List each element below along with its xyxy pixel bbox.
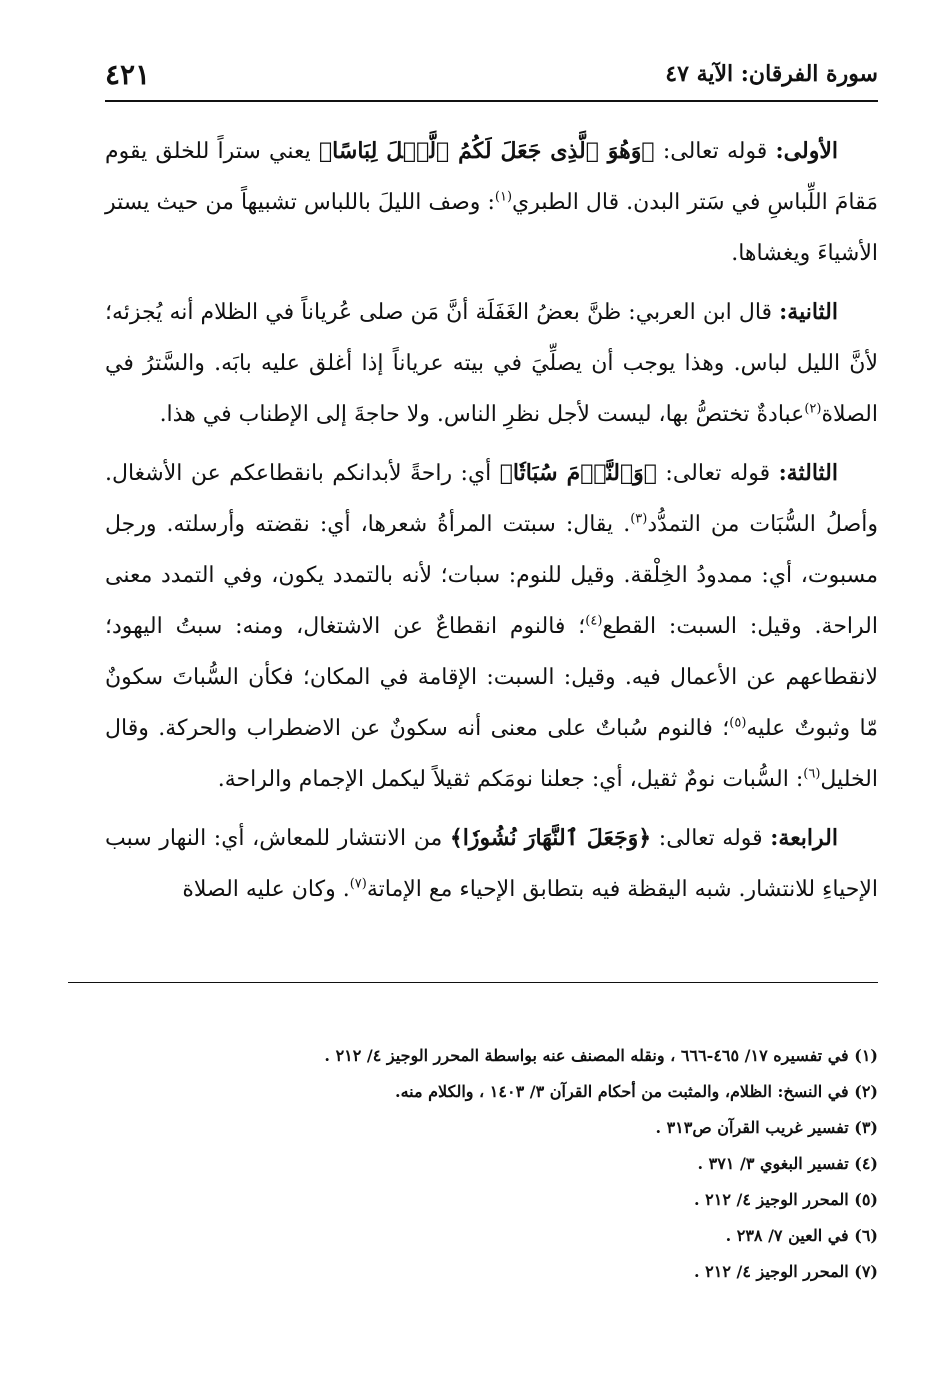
running-header (105, 52, 878, 96)
paragraph-text: قوله تعالى: (657, 461, 779, 486)
paragraph-text: . يقال: سبتت المرأةُ شعرها، أي: نقضته وأرسلته. ورجل مسبوت، أي: ممدودُ الخِلْقة. وقيل للنوم: سبات؛ لأنه بالتمدد يكون، وفي التمدد معنى الراحة. وقيل: السبت: القطع (105, 512, 878, 639)
footnote-ref[interactable]: (٢) (804, 401, 822, 417)
footnote-item: (٧) المحرر الوجيز ٤/ ٢١٢ . (694, 1262, 878, 1281)
paragraph-first (105, 126, 878, 279)
paragraph-text: عبادةٌ تختصُّ بها، ليست لأجل نظرِ الناس. ولا حاجةَ إلى الإطناب في هذا. (159, 402, 805, 427)
header-divider (105, 100, 878, 102)
paragraph-lead: الرابعة: (770, 825, 838, 851)
surah-title: سورة الفرقان: الآية ٤٧ (665, 61, 878, 87)
paragraph-second (105, 287, 878, 440)
footnote-ref[interactable]: (٥) (729, 715, 747, 731)
page-number: ٤٢١ (105, 57, 151, 91)
paragraph-text: : السُّبات نومٌ ثقيل، أي: جعلنا نومَكم ثقيلاً ليكمل الإجمام والراحة. (217, 767, 804, 792)
paragraph-text: قوله تعالى: (654, 139, 776, 164)
paragraph-text: : وصف الليلَ باللباس تشبيهاً من حيث يستر الأشياءَ ويغشاها. (105, 190, 878, 266)
footnote-item: (٥) المحرر الوجيز ٤/ ٢١٢ . (694, 1190, 878, 1209)
paragraph-text: قوله تعالى: (651, 826, 771, 851)
footnote-ref[interactable]: (٤) (585, 613, 603, 629)
footnotes-list (105, 1038, 878, 1290)
footnote-divider (68, 982, 878, 983)
footnote-item: (٤) تفسير البغوي ٣/ ٣٧١ . (697, 1154, 878, 1173)
paragraph-text: أي: راحةً لأبدانكم بانقطاعكم عن الأشغال. وأصلُ السُّبَات من التمدُّد (105, 461, 878, 537)
footnote-item: (٦) في العين ٧/ ٢٣٨ . (725, 1226, 878, 1245)
quran-verse: ﴿وَٱلنَّوۡمَ سُبَاتٗا﴾ (499, 460, 657, 486)
footnote-ref[interactable]: (٣) (630, 511, 648, 527)
paragraph-text: من الانتشار للمعاش، أي: النهار سبب الإحياءِ للانتشار. شبه اليقظة فيه بتطابق الإحياء مع الإماتة (105, 826, 878, 902)
paragraph-lead: الأولى: (775, 138, 838, 164)
paragraph-text: . وكان عليه الصلاة (182, 877, 350, 902)
footnote-ref[interactable]: (٧) (349, 876, 367, 892)
quran-verse: ﴿وَهُوَ ٱلَّذِى جَعَلَ لَكُمُ ٱلَّيۡلَ لِبَاسًا﴾ (318, 138, 655, 164)
paragraph-lead: الثانية: (779, 299, 838, 325)
footnote-item: (٢) في النسخ: الظلام، والمثبت من أحكام القرآن ٣/ ١٤٠٣ ، والكلام منه. (395, 1082, 878, 1101)
paragraph-text: يعني ستراً للخلق يقوم مَقامَ اللِّباسِ في سَتر البدن. قال الطبري (105, 139, 878, 215)
paragraph-text: ؛ فالنوم سُباتٌ على معنى أنه سكونٌ عن الاضطراب والحركة. وقال الخليل (105, 716, 878, 792)
paragraph-third (105, 448, 878, 805)
footnote-item: (٣) تفسير غريب القرآن ص٣١٣ . (655, 1118, 878, 1137)
footnote-ref[interactable]: (٦) (803, 766, 821, 782)
footnote-item: (١) في تفسيره ١٧/ ٤٦٥-٦٦٦ ، ونقله المصنف عنه بواسطة المحرر الوجيز ٤/ ٢١٢ . (324, 1046, 878, 1065)
paragraph-lead: الثالثة: (778, 460, 838, 486)
paragraph-fourth (105, 813, 878, 915)
main-text (105, 126, 878, 923)
paragraph-text: قال ابن العربي: ظنَّ بعضُ الغَفَلَة أنَّ مَن صلى عُرياناً في الظلام أنه يُجزئه؛ لأنَّ الليل لباس. وهذا يوجب أن يصلِّيَ في بيته عرياناً إذا أغلق عليه بابَه. والسَّترُ في الصلاة (105, 300, 878, 427)
footnote-ref[interactable]: (١) (494, 189, 513, 205)
quran-verse: ﴿وَجَعَلَ ٱلنَّهَارَ نُشُورٗا﴾ (449, 825, 652, 851)
paragraph-text: ؛ فالنوم انقطاعٌ عن الاشتغال، ومنه: سبتُ اليهود؛ لانقطاعهم عن الأعمال فيه. وقيل: السبت: الإقامة في المكان؛ فكأن السُّباتَ سكونٌ مّا وثبوتٌ عليه (105, 614, 878, 741)
